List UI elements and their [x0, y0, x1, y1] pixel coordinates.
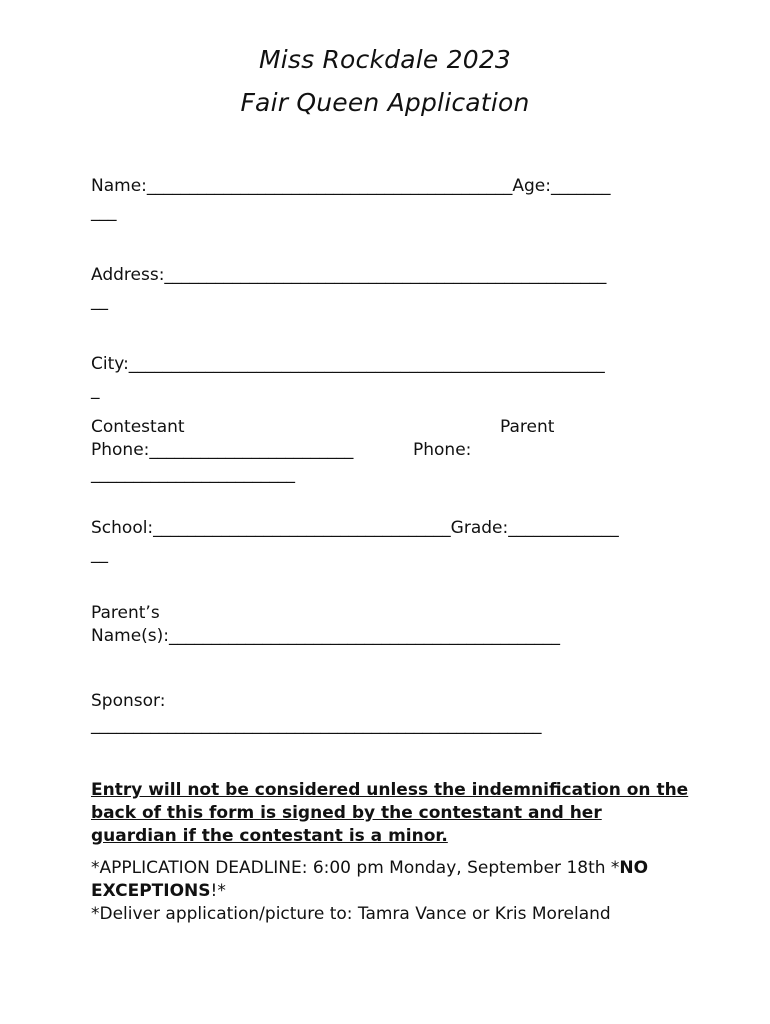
contestant-phone-field[interactable]: Phone:________________________: [91, 440, 354, 460]
school-grade-field-wrap: __: [91, 544, 108, 564]
parent-phone-field[interactable]: ________________________: [91, 464, 295, 484]
school-grade-field[interactable]: School:___________________________________Grade:_____________: [91, 518, 619, 538]
indemnification-notice: Entry will not be considered unless the indemnification on the back of this form is signed by the contestant and her guardian if the contestant is a minor.: [91, 780, 689, 846]
parent-phone-label: Phone:: [413, 440, 472, 460]
parents-label: Parent’s: [91, 603, 160, 623]
sponsor-field[interactable]: _____________________________________________________: [91, 715, 542, 735]
sponsor-label: Sponsor:: [91, 691, 166, 711]
name-age-field-wrap: ___: [91, 202, 117, 222]
form-subtitle: Fair Queen Application: [240, 88, 530, 117]
address-field-wrap: __: [91, 291, 108, 311]
deadline-text: [91, 857, 701, 903]
parents-names-field[interactable]: Name(s):______________________________________________: [91, 626, 561, 646]
contestant-label: Contestant: [91, 417, 185, 437]
name-age-field[interactable]: Name:___________________________________________Age:_______: [91, 176, 611, 196]
city-field[interactable]: City:________________________________________________________: [91, 354, 605, 374]
address-field[interactable]: Address:____________________________________________________: [91, 265, 607, 285]
deadline-suffix: !*: [210, 881, 226, 901]
deliver-instructions: *Deliver application/picture to: Tamra Vance or Kris Moreland: [91, 904, 611, 924]
city-field-wrap: _: [91, 380, 100, 400]
form-title: Miss Rockdale 2023: [258, 45, 512, 74]
parent-label: Parent: [500, 417, 555, 437]
deadline-prefix: *APPLICATION DEADLINE: 6:00 pm Monday, September 18th *: [91, 858, 620, 878]
deadline-no-exceptions: NO EXCEPTIONS: [91, 858, 649, 901]
